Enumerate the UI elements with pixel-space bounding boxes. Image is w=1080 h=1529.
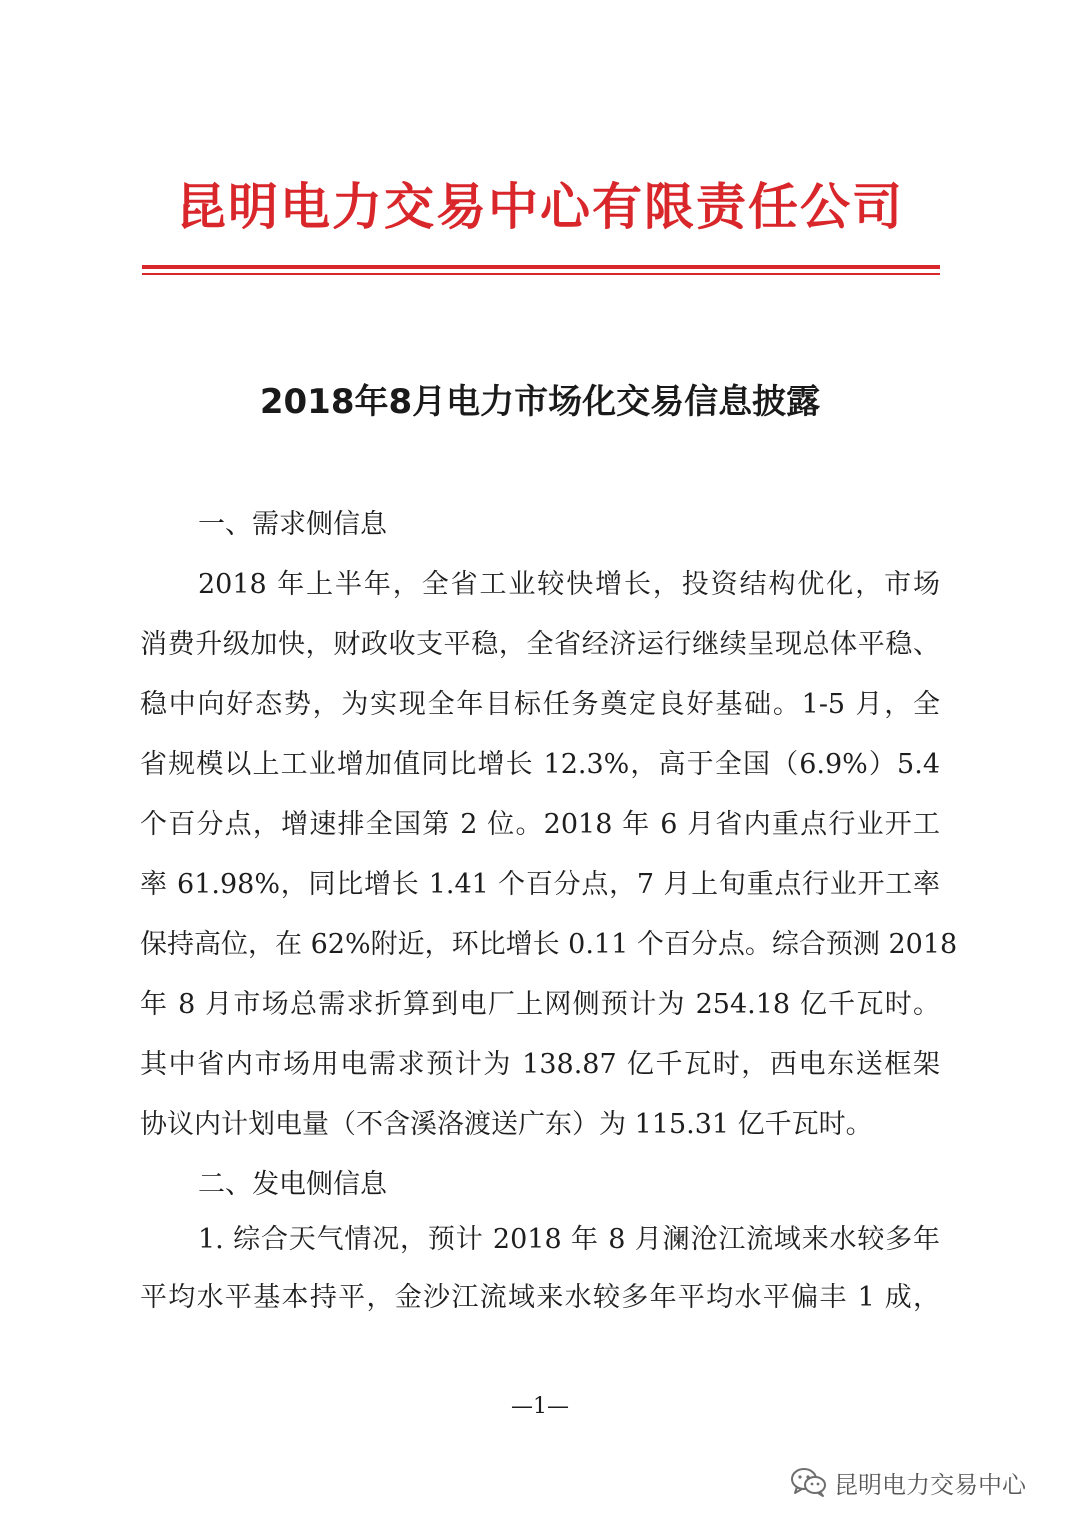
paragraph-line: 1. 综合天气情况，预计 2018 年 8 月澜沧江流域来水较多年	[198, 1224, 940, 1255]
wechat-watermark	[790, 1462, 1026, 1502]
paragraph-line: 保持高位，在 62%附近，环比增长 0.11 个百分点。综合预测 2018	[140, 929, 958, 960]
paragraph-line: 稳中向好态势，为实现全年目标任务奠定良好基础。1-5 月，全	[140, 689, 940, 720]
letterhead-company-name: 昆明电力交易中心有限责任公司	[176, 178, 904, 236]
section-heading-generation: 二、发电侧信息	[198, 1169, 387, 1200]
paragraph-line: 年 8 月市场总需求折算到电厂上网侧预计为 254.18 亿千瓦时。	[140, 989, 940, 1020]
paragraph-line: 个百分点，增速排全国第 2 位。2018 年 6 月省内重点行业开工	[140, 809, 940, 840]
paragraph-line: 其中省内市场用电需求预计为 138.87 亿千瓦时，西电东送框架	[140, 1049, 940, 1080]
paragraph-line: 率 61.98%，同比增长 1.41 个百分点，7 月上旬重点行业开工率	[140, 869, 940, 900]
paragraph-line: 协议内计划电量（不含溪洛渡送广东）为 115.31 亿千瓦时。	[140, 1109, 873, 1140]
document-title: 2018年8月电力市场化交易信息披露	[259, 382, 821, 422]
section-heading-demand: 一、需求侧信息	[198, 509, 387, 540]
page-number: —1—	[511, 1394, 569, 1419]
watermark-text: 昆明电力交易中心	[834, 1470, 1026, 1499]
paragraph-line: 平均水平基本持平，金沙江流域来水较多年平均水平偏丰 1 成，	[140, 1282, 940, 1313]
paragraph-line: 2018 年上半年，全省工业较快增长，投资结构优化，市场	[198, 569, 940, 600]
paragraph-line: 消费升级加快，财政收支平稳，全省经济运行继续呈现总体平稳、	[140, 629, 940, 660]
letterhead-red-rule-thick	[142, 265, 940, 269]
paragraph-line: 省规模以上工业增加值同比增长 12.3%，高于全国（6.9%）5.4	[140, 749, 940, 780]
letterhead-red-rule-thin	[142, 273, 940, 275]
wechat-icon	[790, 1466, 828, 1498]
